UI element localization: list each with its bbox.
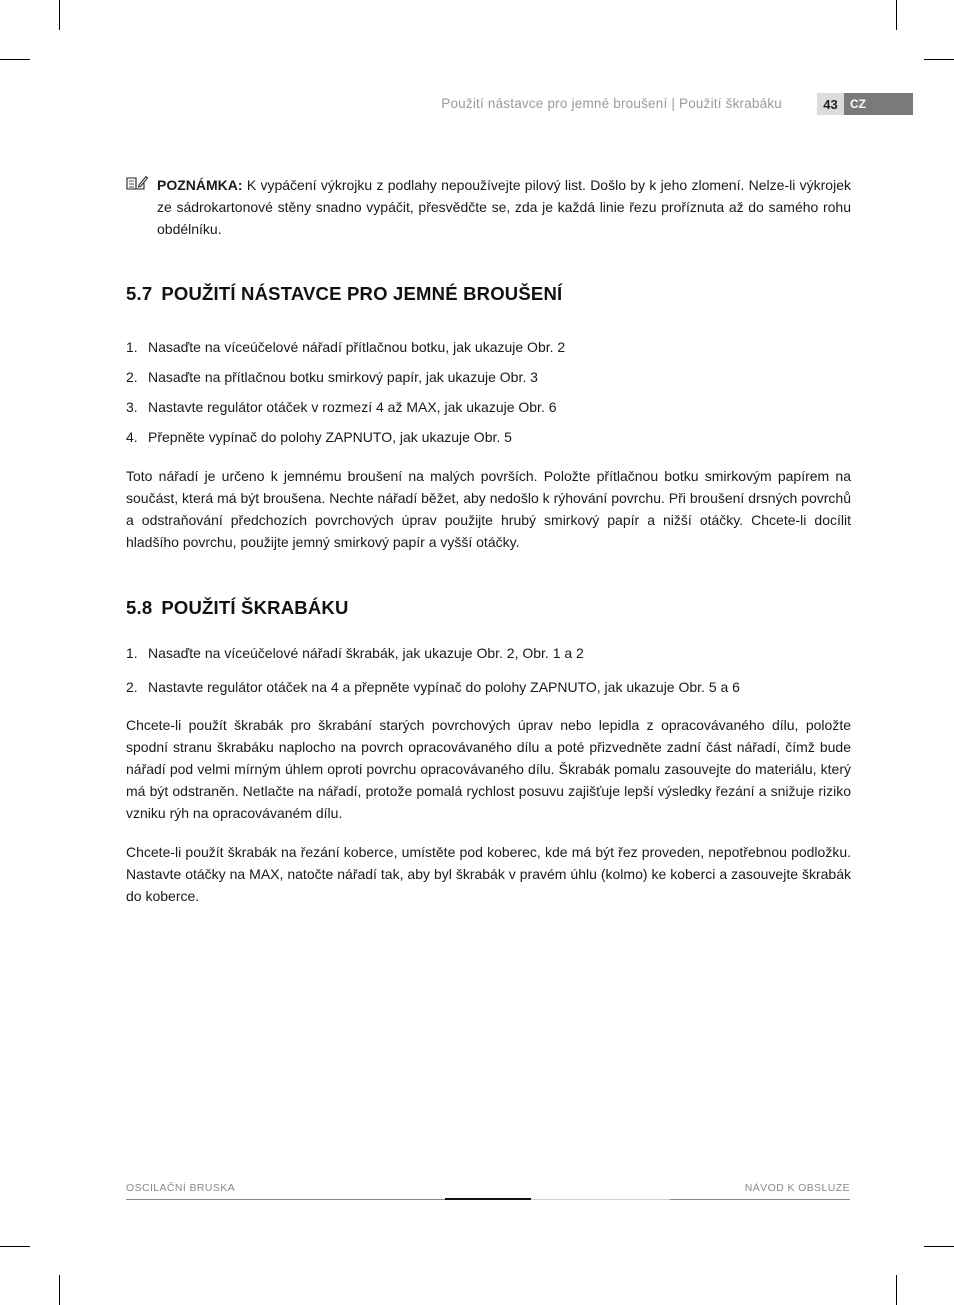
footer-rule (531, 1199, 670, 1200)
crop-mark (896, 0, 897, 30)
body-paragraph: Chcete-li použít škrabák pro škrabání starých povrchových úprav nebo lepidla z opracovávaného dílu, položte spodní stranu škrabáku naplocho na povrch opracovávaného dílu a poté přizvedněte zadní část nářadí, čímž bude nářadí pod velmi mírným úhlem oproti povrchu opracovávaného dílu. Škrabák pomalu zasouvejte do materiálu, který má být odstraněn. Netlačte na nářadí, protože pomalá rychlost posuvu zajišťuje lepší výsledky řezání a snižuje riziko vzniku rýh na opracovávaném dílu. (126, 717, 851, 821)
footer-rule (445, 1198, 531, 1200)
language-code: CZ (844, 93, 913, 115)
crop-mark (0, 1246, 30, 1247)
list-number: 4. (126, 429, 138, 445)
note-text (157, 174, 851, 240)
list-text: Nasaďte na víceúčelové nářadí přítlačnou botku, jak ukazuje Obr. 2 (148, 339, 566, 355)
note-label: POZNÁMKA: (157, 177, 243, 193)
section-title: POUŽITÍ ŠKRABÁKU (161, 597, 349, 618)
list-text: Nastavte regulátor otáček v rozmezí 4 až MAX, jak ukazuje Obr. 6 (148, 399, 557, 415)
crop-mark (59, 0, 60, 30)
list-text: Nasaďte na přítlačnou botku smirkový papír, jak ukazuje Obr. 3 (148, 369, 538, 385)
page-number: 43 (817, 93, 844, 115)
list-item (126, 337, 851, 357)
list-item (126, 643, 851, 663)
list-item (126, 397, 851, 417)
list-number: 3. (126, 399, 138, 415)
section-number: 5.8 (126, 597, 153, 618)
list-text: Přepněte vypínač do polohy ZAPNUTO, jak ukazuje Obr. 5 (148, 429, 512, 445)
section-number: 5.7 (126, 283, 153, 304)
list-number: 1. (126, 339, 138, 355)
crop-mark (924, 59, 954, 60)
list-item (126, 677, 851, 697)
crop-mark (59, 1275, 60, 1305)
note-body: K vypáčení výkrojku z podlahy nepoužívejte pilový list. Došlo by k jeho zlomení. Nelze-li výkrojek ze sádrokartonové stěny snadno vypáčit, přesvědčte se, zda je každá linie řezu proříznuta až do samého rohu obdélníku. (157, 177, 851, 237)
list-item (126, 427, 851, 447)
section-title: POUŽITÍ NÁSTAVCE PRO JEMNÉ BROUŠENÍ (161, 283, 563, 304)
section-heading (126, 597, 349, 619)
section-heading (126, 283, 562, 305)
crop-mark (924, 1246, 954, 1247)
list-number: 1. (126, 645, 138, 661)
running-header: Použití nástavce pro jemné broušení | Použití škrabáku (441, 96, 782, 111)
list-number: 2. (126, 679, 138, 695)
list-number: 2. (126, 369, 138, 385)
open-book-pencil-icon (126, 175, 148, 191)
footer-rule (126, 1199, 445, 1200)
list-text: Nasaďte na víceúčelové nářadí škrabák, jak ukazuje Obr. 2, Obr. 1 a 2 (148, 645, 584, 661)
footer-rule (670, 1199, 850, 1200)
crop-mark (0, 59, 30, 60)
footer-product-name: OSCILAČNÍ BRUSKA (126, 1182, 236, 1194)
body-paragraph: Chcete-li použít škrabák na řezání koberce, umístěte pod koberec, kde má být řez proveden, nepotřebnou podložku. Nastavte otáčky na MAX, natočte nářadí tak, aby byl škrabák v pravém úhlu (kolmo) ke koberci a zasouvejte škrabák do koberce. (126, 844, 851, 904)
footer-manual-title: NÁVOD K OBSLUZE (744, 1182, 850, 1194)
list-text: Nastavte regulátor otáček na 4 a přepněte vypínač do polohy ZAPNUTO, jak ukazuje Obr. 5 a 6 (148, 679, 740, 695)
crop-mark (896, 1275, 897, 1305)
list-item (126, 367, 851, 387)
note-block (126, 174, 851, 240)
body-paragraph: Toto nářadí je určeno k jemnému broušení na malých površích. Položte přítlačnou botku smirkovým papírem na součást, která má být broušena. Nechte nářadí běžet, aby nedošlo k rýhování povrchu. Při broušení drsných povrchů a odstraňování předchozích povrchových úprav použijte hrubý smirkový papír a nižší otáčky. Chcete-li docílit hladšího povrchu, použijte jemný smirkový papír a vyšší otáčky. (126, 468, 851, 550)
page-badge (817, 93, 913, 115)
